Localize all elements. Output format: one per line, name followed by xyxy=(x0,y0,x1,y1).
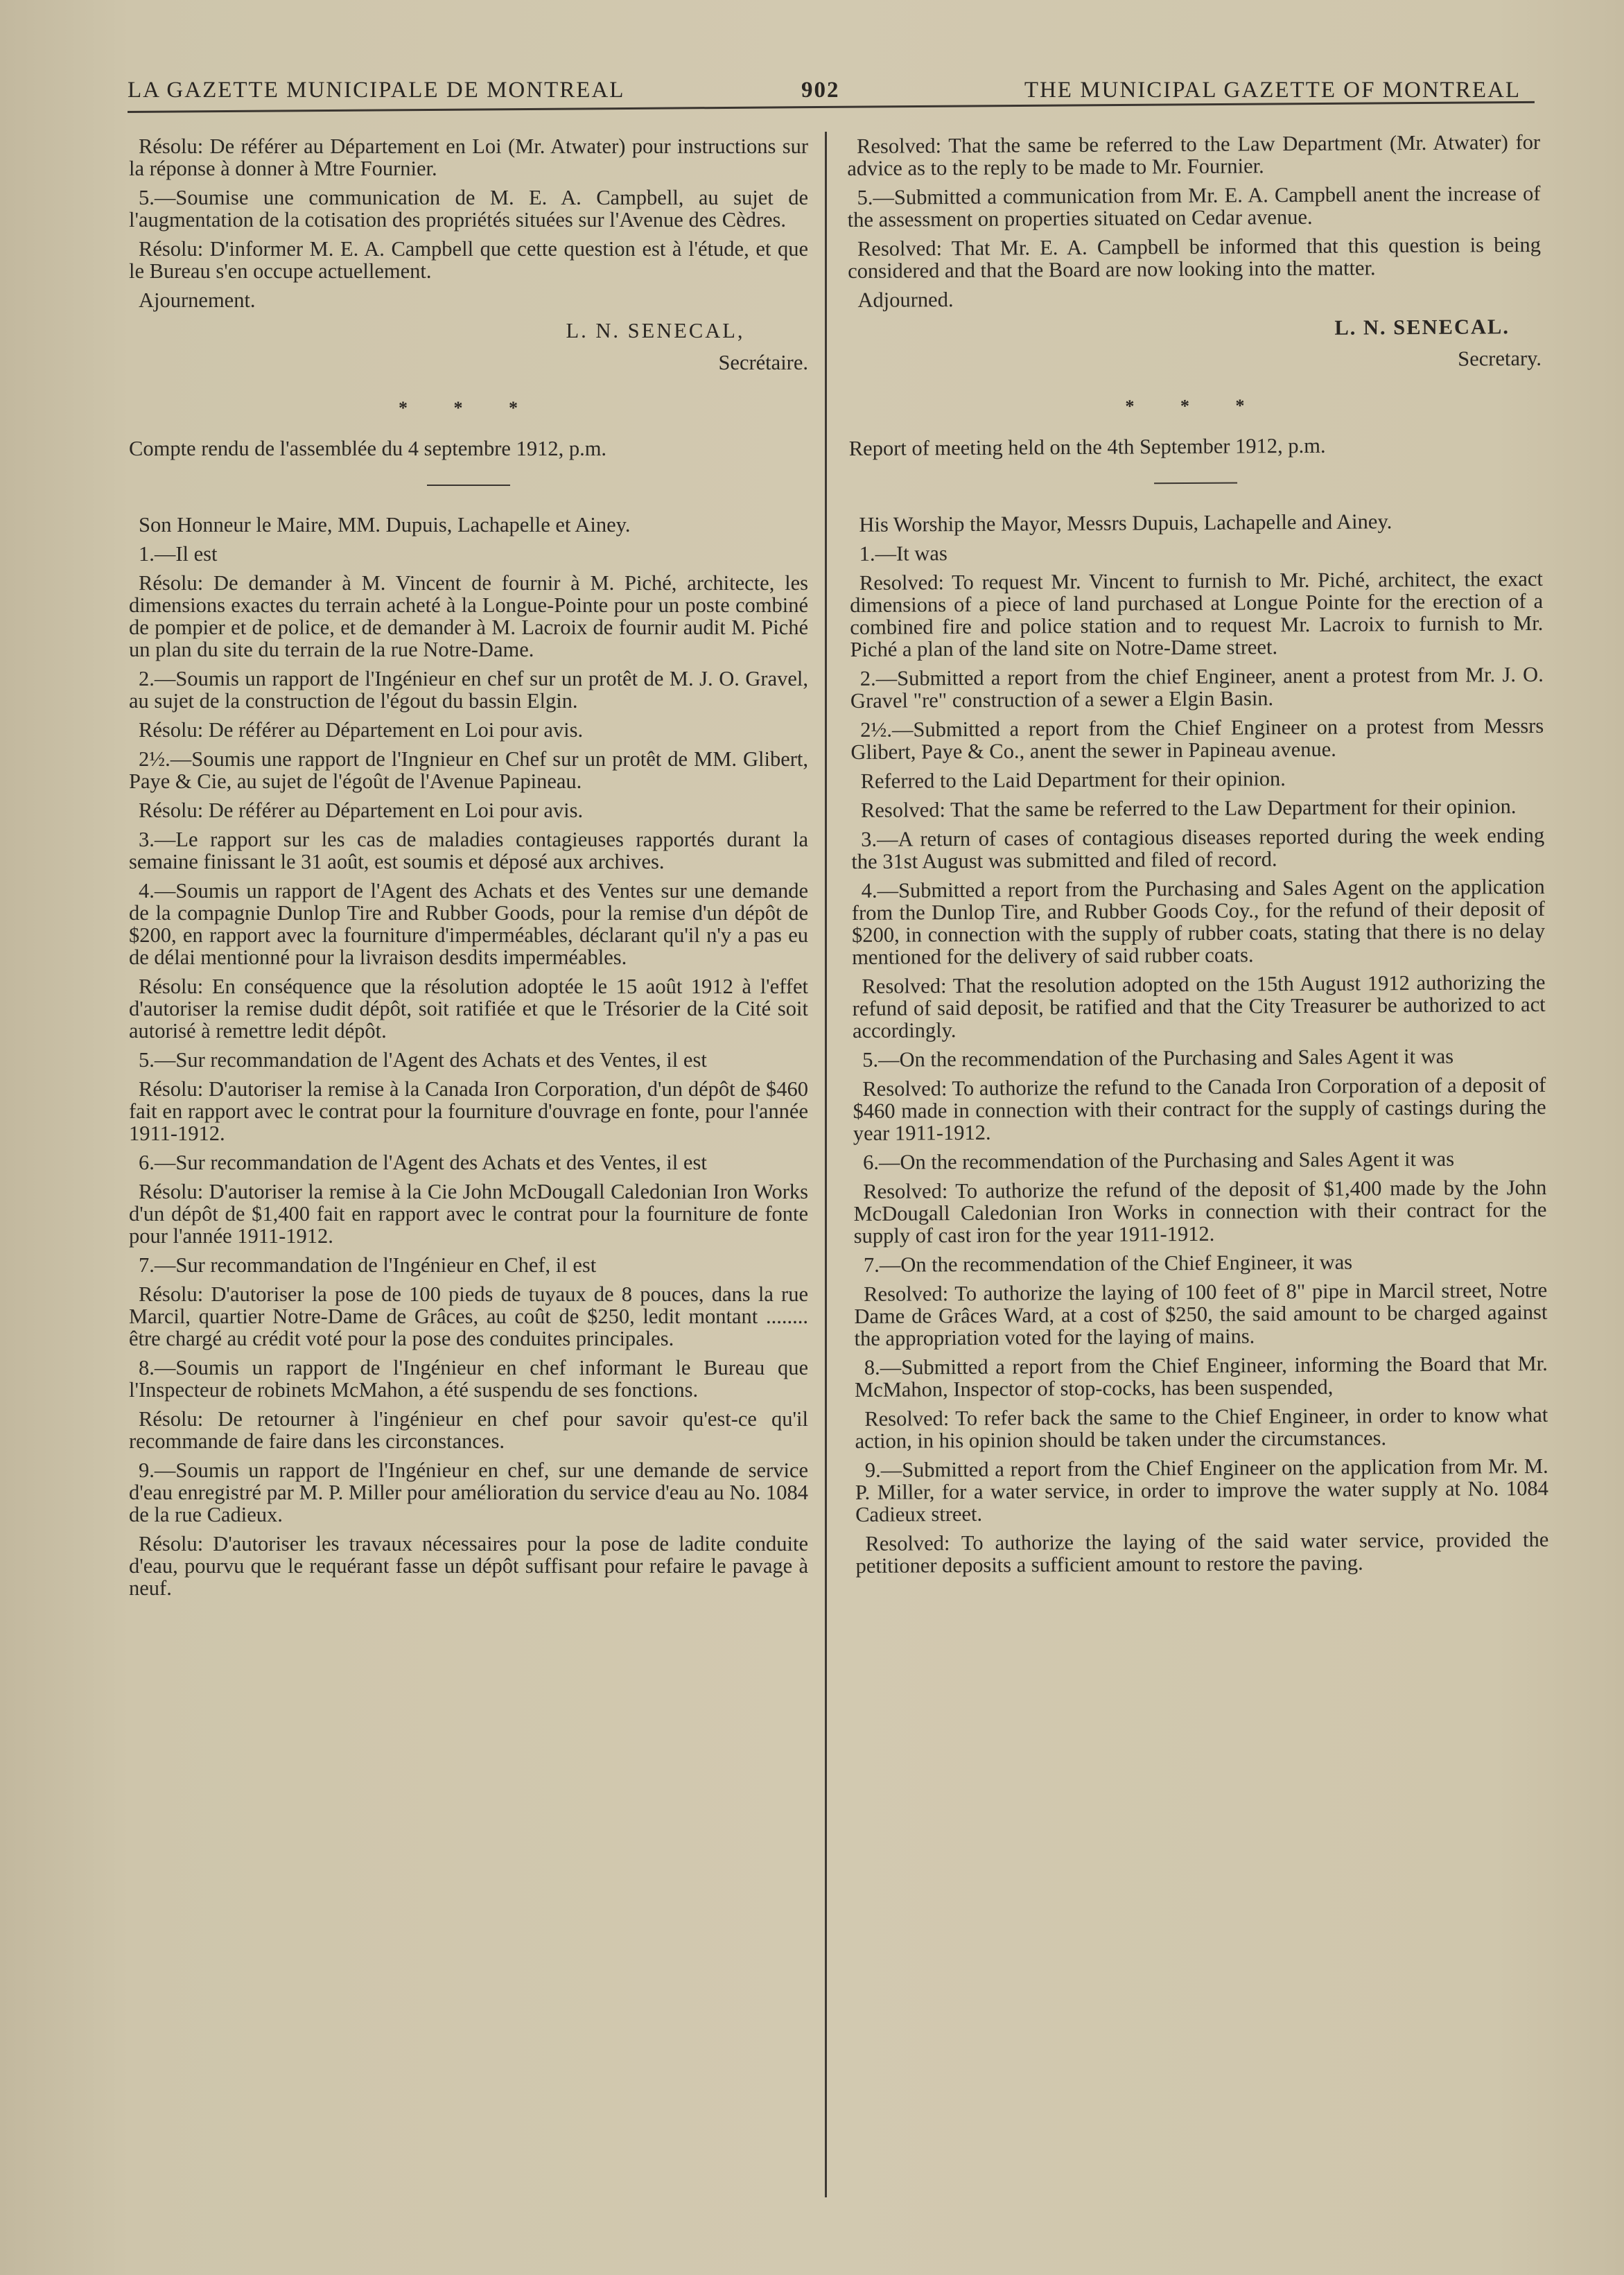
paragraph: Referred to the Laid Department for their opinion. xyxy=(860,767,1286,793)
paragraph: 5.—Sur recommandation de l'Agent des Achats et des Ventes, il est xyxy=(139,1048,707,1072)
paragraph: Resolved: To refer back the same to the Chief Engineer, in order to know what action, in his opinion should be taken under the circumstances. xyxy=(855,1402,1548,1453)
paragraph: 9.—Soumis un rapport de l'Ingénieur en chef, sur une demande de service d'eau enregistré par M. P. Miller pour amélioration du service d'eau au No. 1084 de la rue Cadieux. xyxy=(129,1458,808,1526)
paragraph: 3.—Le rapport sur les cas de maladies contagieuses rapportés durant la semaine finissant le 31 août, est soumis et déposé aux archives. xyxy=(129,828,808,873)
paragraph: Resolved: That the same be referred to the Law Department (Mr. Atwater) for advice as to the reply to be made to Mr. Fournier. xyxy=(847,130,1541,180)
paragraph: 8.—Submitted a report from the Chief Engineer, informing the Board that Mr. McMahon, Inspector of stop-cocks, has been suspended, xyxy=(854,1351,1548,1402)
adjournment: Ajournement. xyxy=(139,288,256,312)
paragraph: 7.—Sur recommandation de l'Ingénieur en Chef, il est xyxy=(139,1253,597,1277)
paragraph: Resolved: To request Mr. Vincent to furnish to Mr. Piché, architect, the exact dimensions of a piece of land purchased at Longue Pointe for the erection of a combined fire and police station and to request Mr. Lacroix to furnish to Mr. Piché a plan of the land site on Notre-Dame street. xyxy=(850,566,1544,661)
short-rule xyxy=(427,485,510,486)
paragraph: 5.—Submitted a communication from Mr. E. A. Campbell anent the increase of the assessment on properties situated on Cedar avenue. xyxy=(847,181,1541,232)
short-rule xyxy=(1154,482,1237,485)
paragraph: Résolu: D'autoriser la pose de 100 pieds de tuyaux de 8 pouces, dans la rue Marcil, quartier Notre-Dame de Grâces, au coût de $250, ledit montant ........ être chargé au crédit voté pour la pose des conduites principales. xyxy=(129,1282,808,1350)
paragraph: 4.—Submitted a report from the Purchasing and Sales Agent on the application from the Dunlop Tire, and Rubber Goods Coy., for the refund of their deposit of $200, in connection with the supply of rubber coats, stating that there is no delay mentioned for the delivery of said rubber coats. xyxy=(851,874,1546,969)
paragraph: 1.—It was xyxy=(859,541,948,566)
section-separator: * * * xyxy=(399,398,539,418)
paragraph: Résolu: En conséquence que la résolution adoptée le 15 août 1912 à l'effet d'autoriser la remise dudit dépôt, soit ratifiée et que le Trésorier de la Cité soit autorisé à remettre ledit dépôt. xyxy=(129,975,808,1043)
paragraph: 7.—On the recommendation of the Chief Engineer, it was xyxy=(863,1250,1353,1277)
paragraph: 4.—Soumis un rapport de l'Agent des Achats et des Ventes sur une demande de la compagnie Dunlop Tire and Rubber Goods, pour la remise d'un dépôt de $200, en rapport avec la fourniture d'imperméables, déclarant qu'il n'y a pas eu de délai mentionné pour la livraison desdits imperméables. xyxy=(129,879,808,969)
header-title-english: THE MUNICIPAL GAZETTE OF MONTREAL xyxy=(1024,78,1521,103)
paragraph: Resolved: To authorize the refund of the deposit of $1,400 made by the John McDougall Caledonian Iron Works in connection with their contract for the supply of cast iron for the year 1911-1912. xyxy=(853,1175,1547,1248)
paragraph: Résolu: De référer au Département en Loi pour avis. xyxy=(139,799,584,822)
signature-title: Secretary. xyxy=(1458,346,1542,371)
paragraph: 5.—On the recommendation of the Purchasing and Sales Agent it was xyxy=(862,1044,1454,1072)
paragraph: 8.—Soumis un rapport de l'Ingénieur en chef informant le Bureau que l'Inspecteur de robinets McMahon, a été suspendu de ses fonctions. xyxy=(129,1356,808,1402)
column-french xyxy=(129,135,808,1606)
paragraph: Resolved: That the same be referred to the Law Department for their opinion. xyxy=(860,794,1517,822)
meeting-title: Report of meeting held on the 4th September 1912, p.m. xyxy=(848,433,1326,460)
paragraph: Résolu: D'informer M. E. A. Campbell que cette question est à l'étude, et que le Bureau s'en occupe actuellement. xyxy=(129,237,808,283)
paragraph: 1.—Il est xyxy=(139,542,218,566)
paragraph: Resolved: That the resolution adopted on the 15th August 1912 authorizing the refund of said deposit, be ratified and that the City Treasurer be authorized to act accordingly. xyxy=(852,970,1546,1043)
signature-name: L. N. SENECAL. xyxy=(1334,315,1510,340)
section-separator: * * * xyxy=(1125,395,1266,417)
paragraph: Resolved: To authorize the laying of the said water service, provided the petitioner deposits a sufficient amount to restore the paving. xyxy=(855,1527,1549,1578)
signature-title: Secrétaire. xyxy=(718,351,808,374)
paragraph: 6.—On the recommendation of the Purchasing and Sales Agent it was xyxy=(862,1147,1455,1174)
paragraph: Résolu: De référer au Département en Loi pour avis. xyxy=(139,718,584,742)
paragraph: 2.—Soumis un rapport de l'Ingénieur en chef sur un protêt de M. J. O. Gravel, au sujet de la construction de l'égout du bassin Elgin. xyxy=(129,667,808,713)
column-english xyxy=(847,131,1549,1584)
page-header xyxy=(128,78,1521,119)
attendance: Son Honneur le Maire, MM. Dupuis, Lachapelle et Ainey. xyxy=(139,513,631,537)
meeting-title: Compte rendu de l'assemblée du 4 septembre 1912, p.m. xyxy=(129,437,607,460)
adjournment: Adjourned. xyxy=(857,288,954,312)
signature-name: L. N. SENECAL, xyxy=(566,319,745,342)
paragraph: Résolu: D'autoriser la remise à la Canada Iron Corporation, d'un dépôt de $460 fait en rapport avec le contrat pour la fourniture d'ouvrage en fonte, pour l'année 1911-1912. xyxy=(129,1077,808,1145)
paragraph: 3.—A return of cases of contagious diseases reported during the week ending the 31st August was submitted and filed of record. xyxy=(851,823,1545,873)
header-title-french: LA GAZETTE MUNICIPALE DE MONTREAL xyxy=(128,78,625,103)
paragraph: 2.—Submitted a report from the chief Engineer, anent a protest from Mr. J. O. Gravel "re" construction of a sewer a Elgin Basin. xyxy=(850,662,1544,713)
paragraph: 2½.—Submitted a report from the Chief Engineer on a protest from Messrs Glibert, Paye & Co., anent the sewer in Papineau avenue. xyxy=(850,713,1544,764)
paragraph: Résolu: D'autoriser les travaux nécessaires pour la pose de ladite conduite d'eau, pourvu que le requérant fasse un dépôt suffisant pour refaire le pavage à neuf. xyxy=(129,1532,808,1600)
column-divider xyxy=(825,132,827,2197)
paragraph: Résolu: D'autoriser la remise à la Cie John McDougall Caledonian Iron Works d'un dépôt de $1,400 fait en rapport avec le contrat pour la fourniture de fonte pour l'année 1911-1912. xyxy=(129,1180,808,1248)
attendance: His Worship the Mayor, Messrs Dupuis, Lachapelle and Ainey. xyxy=(859,509,1392,537)
paragraph: 9.—Submitted a report from the Chief Engineer on the application from Mr. M. P. Miller, for a water service, in order to improve the water supply at No. 1084 Cadieux street. xyxy=(855,1454,1549,1526)
paragraph: Resolved: To authorize the laying of 100 feet of 8" pipe in Marcil street, Notre Dame de Grâces Ward, at a cost of $250, the said amount to be charged against the appropriation voted for the laying of mains. xyxy=(854,1278,1548,1350)
paragraph: 5.—Soumise une communication de M. E. A. Campbell, au sujet de l'augmentation de la cotisation des propriétés situées sur l'Avenue des Cèdres. xyxy=(129,186,808,232)
paragraph: Résolu: De retourner à l'ingénieur en chef pour savoir qu'est-ce qu'il recommande de faire dans les circonstances. xyxy=(129,1407,808,1453)
paragraph: Resolved: To authorize the refund to the Canada Iron Corporation of a deposit of $460 made in connection with their contract for the supply of castings during the year 1911-1912. xyxy=(853,1072,1546,1145)
paragraph: Résolu: De demander à M. Vincent de fournir à M. Piché, architecte, les dimensions exactes du terrain acheté à la Longue-Pointe pour un poste combiné de pompier et de police, et de demander à M. Lacroix de fournir audit M. Piché un plan du site du terrain de la rue Notre-Dame. xyxy=(129,571,808,661)
paragraph: 2½.—Soumis une rapport de l'Ingnieur en Chef sur un protêt de MM. Glibert, Paye & Cie, au sujet de l'égoût de l'Avenue Papineau. xyxy=(129,747,808,793)
paragraph: 6.—Sur recommandation de l'Agent des Achats et des Ventes, il est xyxy=(139,1151,707,1174)
page-number: 902 xyxy=(801,78,840,103)
paragraph: Resolved: That Mr. E. A. Campbell be informed that this question is being considered and that the Board are now looking into the matter. xyxy=(848,232,1542,283)
paragraph: Résolu: De référer au Département en Loi (Mr. Atwater) pour instructions sur la réponse à donner à Mtre Fournier. xyxy=(129,134,808,180)
